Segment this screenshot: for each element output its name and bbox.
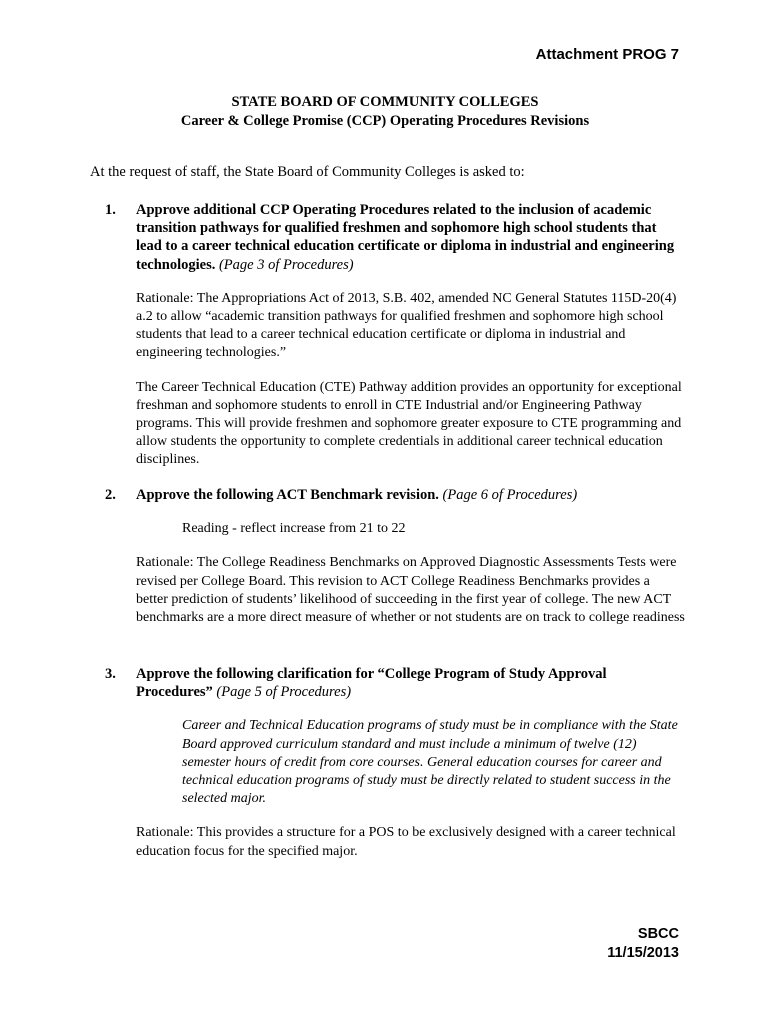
item-heading: Approve additional CCP Operating Procedures related to the inclusion of academic transition pathways for qualified freshmen and sophomore high school students that lead to a career technical education certificate or diploma in industrial and engineering technologies.: [136, 202, 675, 273]
list-item-1: [105, 201, 685, 470]
item-indented-text: Reading - reflect increase from 21 to 22: [182, 521, 406, 537]
footer-org: SBCC: [637, 926, 679, 942]
item-indented-text: Career and Technical Education programs of study must be in compliance with the State Board approved curriculum standard and must include a minimum of twelve (12) semester hours of credit from core courses. General education courses for career and technical education programs of study must be directly related to student success in the selected major.: [182, 718, 678, 807]
item-number: 2.: [105, 487, 116, 503]
attachment-label: Attachment PROG 7: [535, 46, 679, 63]
item-page-ref: (Page 5 of Procedures): [216, 684, 352, 701]
footer-signature: [607, 925, 679, 962]
title-line-1: STATE BOARD OF COMMUNITY COLLEGES: [231, 94, 539, 110]
item-rationale: Rationale: The College Readiness Benchmarks on Approved Diagnostic Assessments Tests were revised per College Board. This revision to ACT College Readiness Benchmarks provides a better prediction of students’ likelihood of succeeding in the first year of college. The new ACT benchmarks are a more direct measure of whether or not students are on track to college readiness: [136, 555, 685, 626]
document-title: [0, 93, 770, 131]
title-line-2: Career & College Promise (CCP) Operating Procedures Revisions: [180, 113, 590, 129]
item-page-ref: (Page 3 of Procedures): [218, 256, 354, 273]
item-rationale: Rationale: This provides a structure for a POS to be exclusively designed with a career technical education focus for the specified major.: [136, 825, 676, 859]
item-number: 1.: [105, 202, 116, 218]
list-item-2: [105, 486, 685, 627]
item-number: 3.: [105, 666, 116, 682]
item-extra-paragraph: The Career Technical Education (CTE) Pathway addition provides an opportunity for exceptional freshman and sophomore students to enroll in CTE Industrial and/or Engineering Pathway programs. This will provide freshmen and sophomore greater exposure to CTE programming and allow students the opportunity to complete credentials in additional career technical education disciplines.: [136, 379, 682, 468]
item-heading: Approve the following ACT Benchmark revision.: [136, 487, 439, 503]
list-item-3: [105, 665, 685, 861]
item-heading: Approve the following clarification for “College Program of Study Approval Procedures”: [136, 666, 607, 701]
item-page-ref: (Page 6 of Procedures): [442, 487, 578, 503]
intro-text: At the request of staff, the State Board of Community Colleges is asked to:: [90, 164, 525, 180]
footer-date: 11/15/2013: [607, 944, 679, 961]
item-rationale: Rationale: The Appropriations Act of 2013, S.B. 402, amended NC General Statutes 115D-20(4) a.2 to allow “academic transition pathways for qualified freshmen and sophomore high school students that lead to a career technical education certificate or diploma in industrial and engineering technologies.”: [136, 290, 677, 361]
